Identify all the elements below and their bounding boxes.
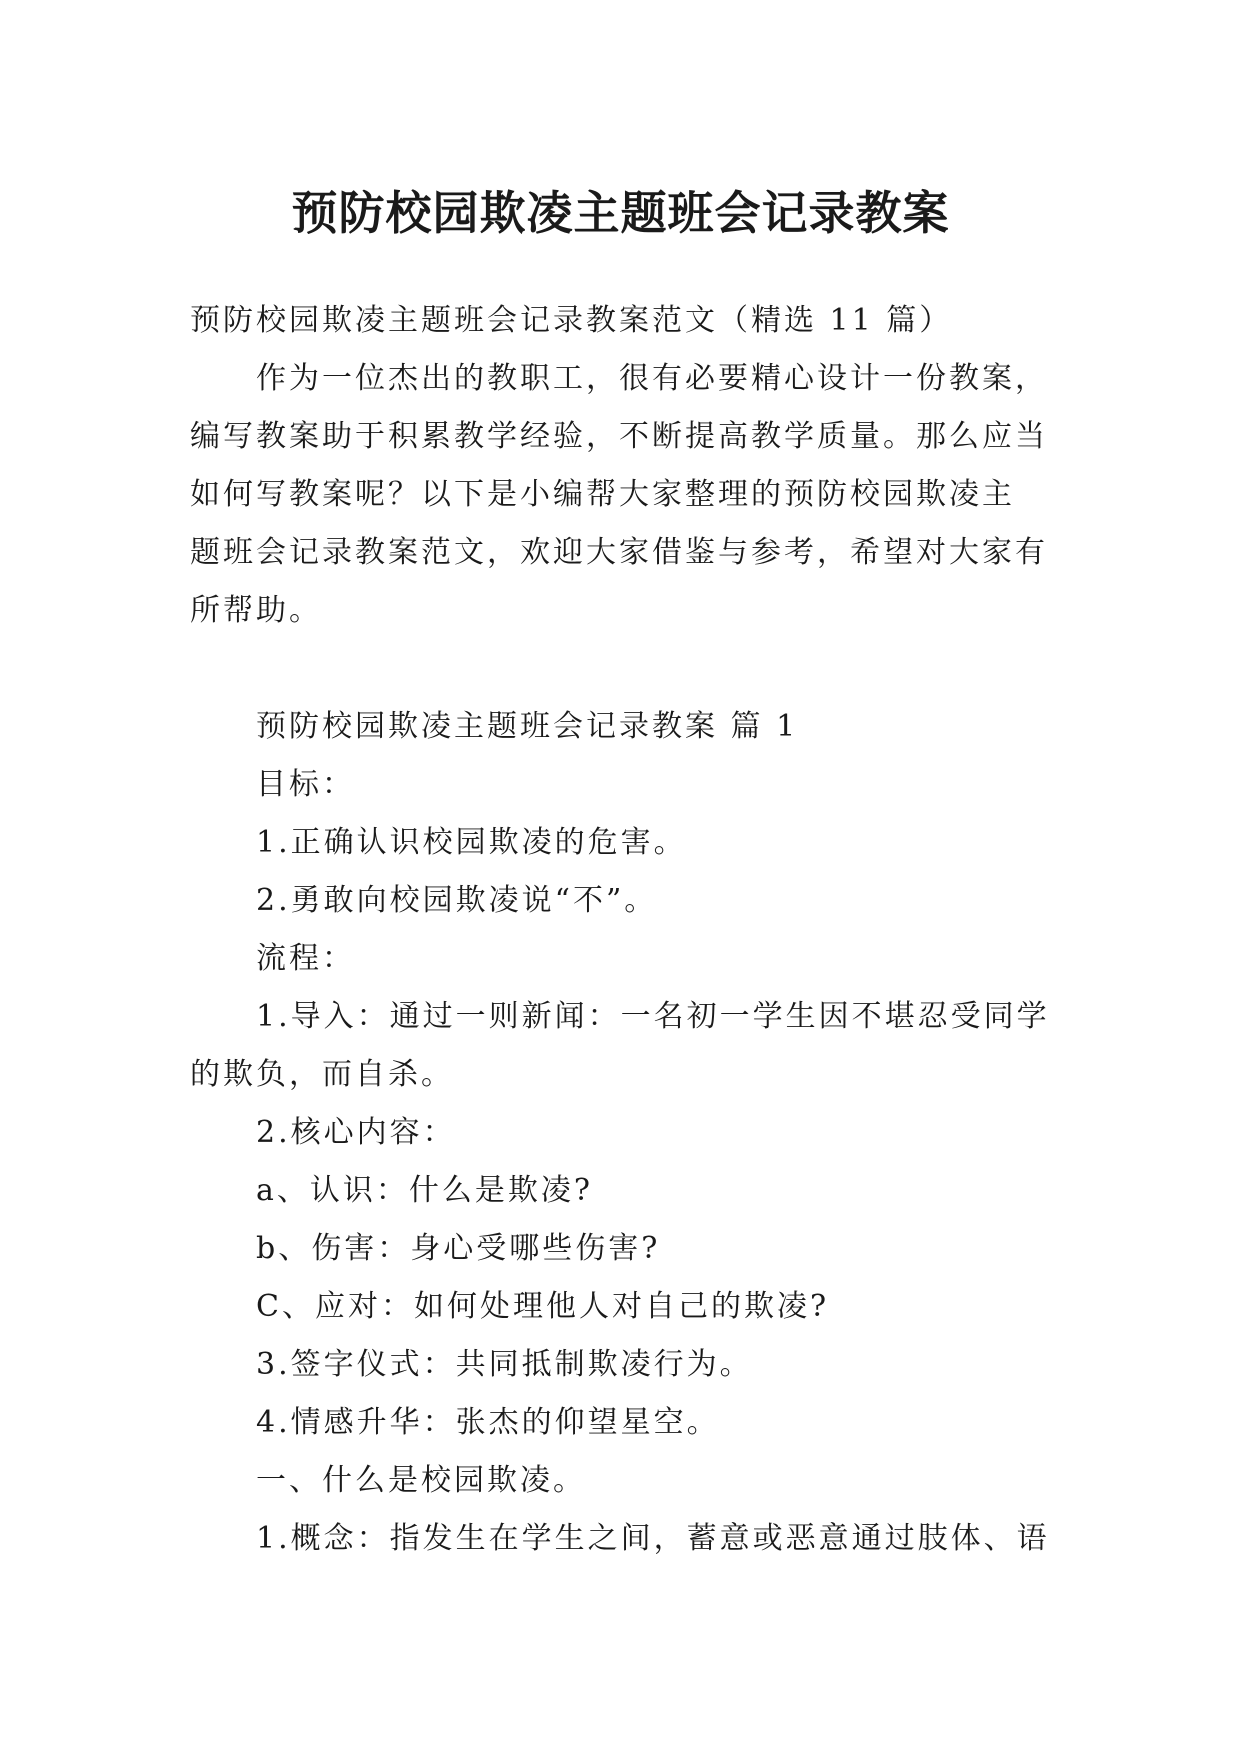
body-line: 目标： <box>256 767 355 802</box>
paragraph-spacer <box>190 640 1060 698</box>
body-line: 一、什么是校园欺凌。 <box>256 1463 586 1498</box>
page-title: 预防校园欺凌主题班会记录教案 <box>291 185 950 240</box>
body-line: 1.导入：通过一则新闻：一名初一学生因不堪忍受同学 <box>256 999 1050 1034</box>
intro-line: 如何写教案呢？以下是小编帮大家整理的预防校园欺凌主 <box>190 477 1015 512</box>
body-line: 的欺负，而自杀。 <box>190 1057 454 1092</box>
body-line: a、认识：什么是欺凌? <box>256 1173 593 1208</box>
body-line: 1.概念：指发生在学生之间，蓄意或恶意通过肢体、语 <box>256 1521 1050 1556</box>
body-line: 1.正确认识校园欺凌的危害。 <box>256 825 687 860</box>
body-line: 流程： <box>256 941 355 976</box>
body-line: b、伤害：身心受哪些伤害? <box>256 1231 661 1266</box>
body-line: 3.签字仪式：共同抵制欺凌行为。 <box>256 1347 753 1382</box>
subtitle: 预防校园欺凌主题班会记录教案范文（精选 11 篇） <box>190 303 953 338</box>
body-line: 2.核心内容： <box>256 1115 456 1150</box>
document-body <box>190 292 1060 1568</box>
section-title: 预防校园欺凌主题班会记录教案 篇 1 <box>256 709 799 744</box>
body-line: 4.情感升华：张杰的仰望星空。 <box>256 1405 720 1440</box>
body-line: C、应对：如何处理他人对自己的欺凌? <box>256 1289 830 1324</box>
intro-line: 编写教案助于积累教学经验，不断提高教学质量。那么应当 <box>190 419 1048 454</box>
intro-line: 题班会记录教案范文，欢迎大家借鉴与参考，希望对大家有 <box>190 535 1048 570</box>
intro-line: 作为一位杰出的教职工，很有必要精心设计一份教案， <box>256 361 1048 396</box>
body-line: 2.勇敢向校园欺凌说“不”。 <box>256 883 658 918</box>
intro-line: 所帮助。 <box>190 593 322 628</box>
